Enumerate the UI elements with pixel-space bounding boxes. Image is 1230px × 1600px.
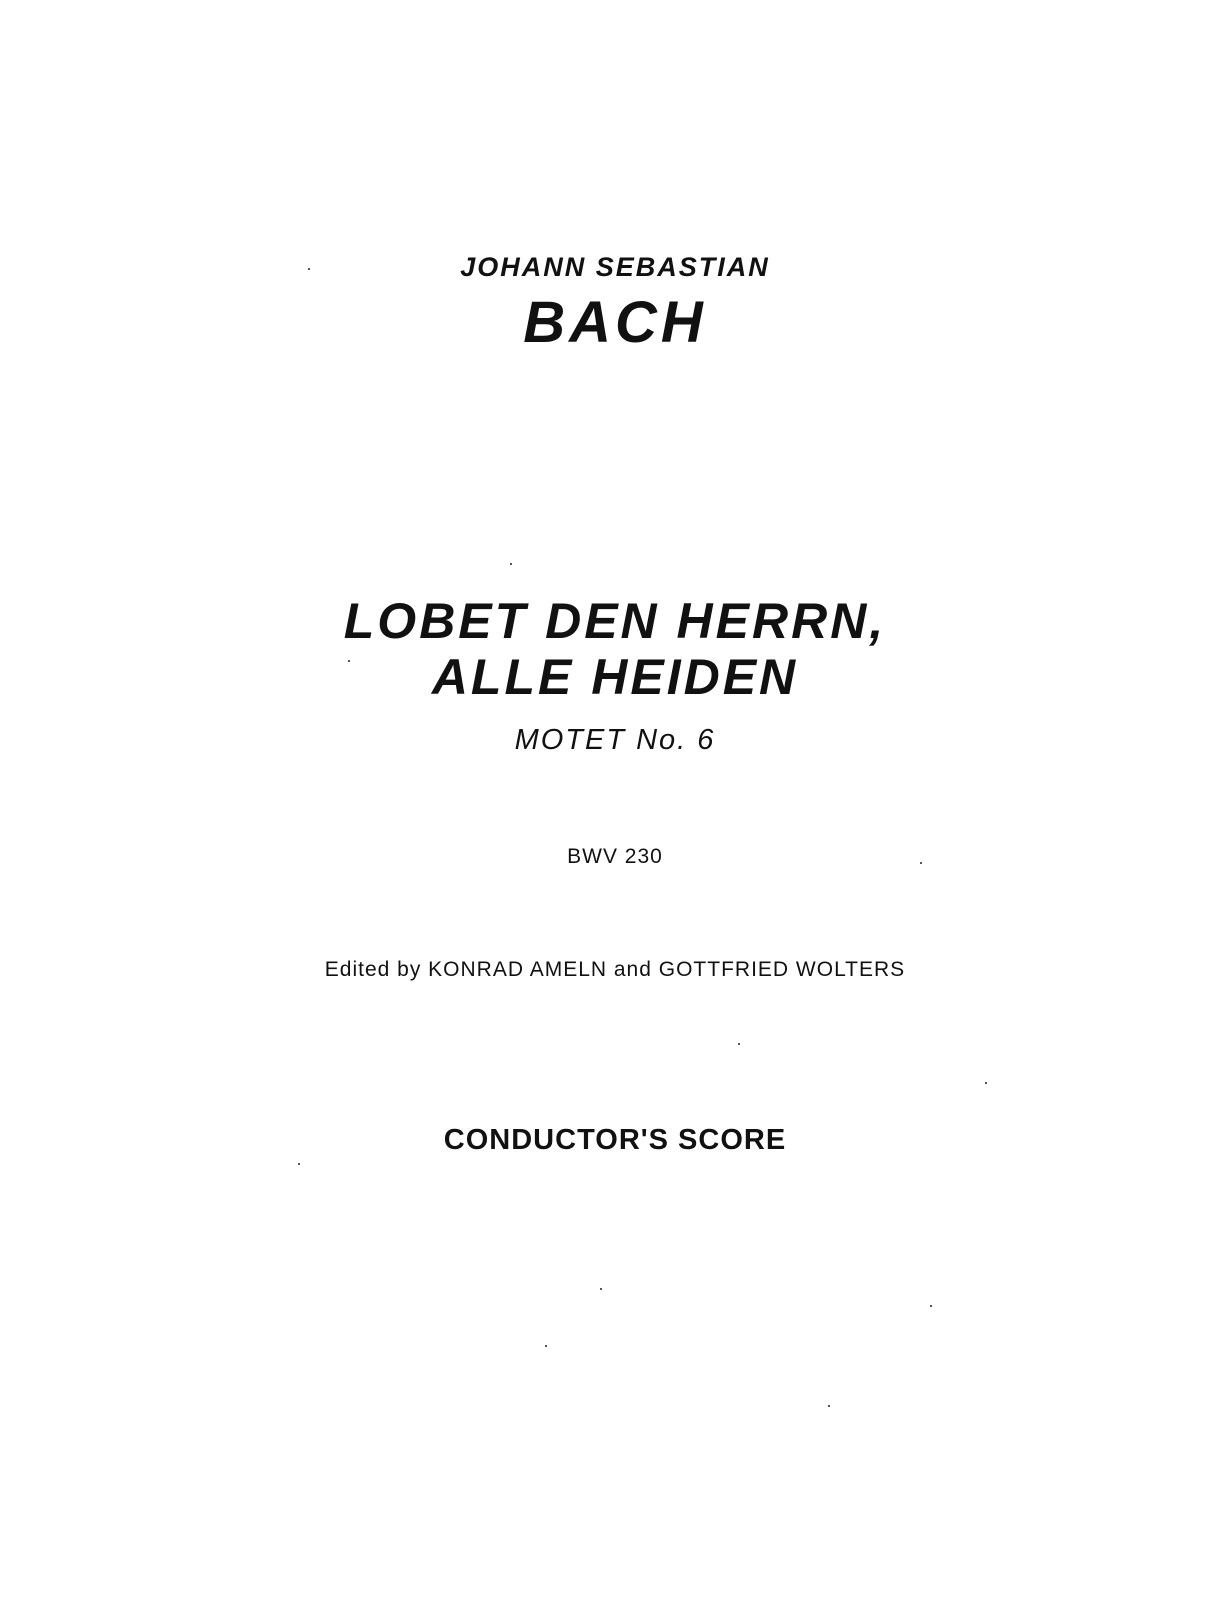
scan-speck (920, 862, 922, 864)
work-subtitle: MOTET No. 6 (514, 724, 716, 756)
scan-speck (985, 1082, 987, 1084)
editors-credit: Edited by KONRAD AMELN and GOTTFRIED WOLTERS (324, 958, 906, 981)
work-title-line-2: ALLE HEIDEN (431, 649, 799, 705)
composer-first-name: JOHANN SEBASTIAN (460, 252, 770, 282)
scan-speck (600, 1288, 602, 1290)
scan-speck (298, 1163, 300, 1165)
composer-last-name: BACH (523, 290, 707, 355)
scan-speck (348, 660, 350, 662)
scan-speck (308, 268, 310, 270)
catalog-number: BWV 230 (567, 845, 663, 868)
score-type: CONDUCTOR'S SCORE (443, 1124, 787, 1156)
scan-speck (828, 1405, 830, 1407)
scan-speck (545, 1345, 547, 1347)
scan-speck (510, 563, 512, 565)
scan-speck (738, 1043, 740, 1045)
scan-speck (930, 1305, 932, 1307)
work-title-line-1: LOBET DEN HERRN, (343, 593, 887, 649)
